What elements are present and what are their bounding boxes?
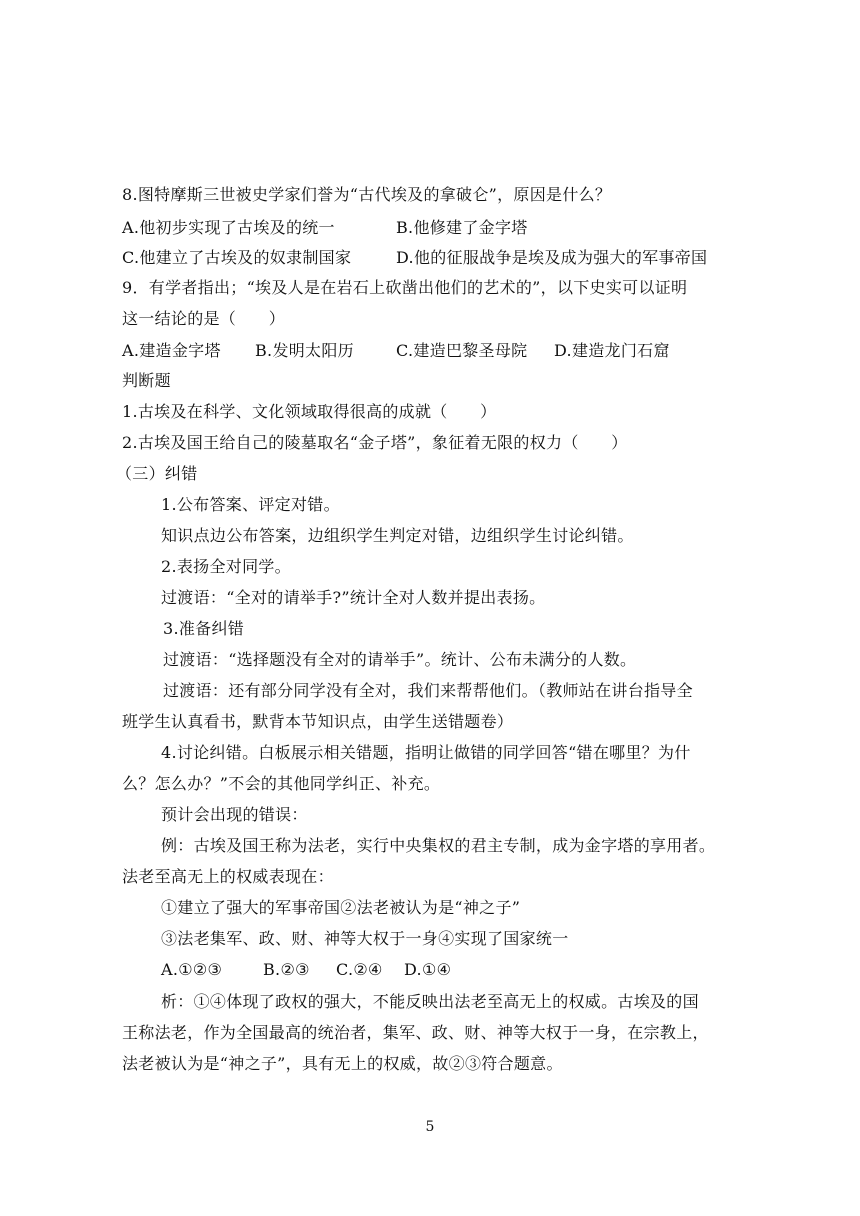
q9-option-a: A.建造金字塔 (122, 341, 221, 360)
correction-step3: 3.准备纠错 (163, 619, 245, 638)
correction-step4-line2: 么？怎么办？”不会的其他同学纠正、补充。 (122, 774, 441, 793)
correction-step4-line1: 4.讨论纠错。白板展示相关错题，指明让做错的同学回答“错在哪里？为什 (161, 743, 691, 762)
example-line2: 法老至高无上的权威表现在： (122, 867, 334, 886)
example-line1: 例：古埃及国王称为法老，实行中央集权的君主专制，成为金字塔的享用者。 (161, 836, 716, 855)
analysis-line1: 析：①④体现了政权的强大，不能反映出法老至高无上的权威。古埃及的国 (161, 992, 699, 1011)
correction-step2-detail: 过渡语：“全对的请举手?”统计全对人数并提出表扬。 (161, 588, 546, 607)
correction-step3-detail2-line1: 过渡语：还有部分同学没有全对，我们来帮帮他们。（教师站在讲台指导全 (163, 681, 693, 700)
correction-step1-detail: 知识点边公布答案，边组织学生判定对错，边组织学生讨论纠错。 (161, 526, 634, 545)
q8-option-d: D.他的征服战争是埃及成为强大的军事帝国 (396, 248, 708, 267)
q9-option-b: B.发明太阳历 (255, 341, 354, 360)
page-number: 5 (425, 1119, 435, 1135)
q9-stem-line1: 9．有学者指出；“埃及人是在岩石上砍凿出他们的艺术的”，以下史实可以证明 (122, 278, 688, 297)
example-choices-line2: ③法老集军、政、财、神等大权于一身④实现了国家统一 (161, 929, 569, 948)
example-choices-line1: ①建立了强大的军事帝国②法老被认为是“神之子” (161, 898, 521, 917)
q8-stem: 8.图特摩斯三世被史学家们誉为“古代埃及的拿破仑”，原因是什么？ (122, 185, 612, 204)
q8-option-b: B.他修建了金字塔 (396, 218, 528, 237)
example-option-a: A.①②③ (161, 960, 223, 979)
analysis-line2: 王称法老，作为全国最高的统治者，集军、政、财、神等大权于一身，在宗教上， (122, 1023, 709, 1042)
q8-option-a: A.他初步实现了古埃及的统一 (122, 218, 335, 237)
correction-step2: 2.表扬全对同学。 (161, 557, 291, 576)
correction-step3-detail2-line2: 班学生认真看书，默背本节知识点，由学生送错题卷） (122, 712, 514, 731)
q9-option-d: D.建造龙门石窟 (554, 341, 670, 360)
q9-stem-line2: 这一结论的是（ ） (122, 309, 286, 328)
correction-step1: 1.公布答案、评定对错。 (161, 495, 340, 514)
judge-item-2: 2.古埃及国王给自己的陵墓取名“金子塔”，象征着无限的权力（ ） (122, 433, 628, 452)
judge-item-1: 1.古埃及在科学、文化领域取得很高的成就（ ） (122, 402, 497, 421)
example-option-d: D.①④ (404, 960, 452, 979)
correction-step3-detail1: 过渡语：“选择题没有全对的请举手”。统计、公布未满分的人数。 (163, 650, 637, 669)
example-option-b: B.②③ (263, 960, 310, 979)
q8-option-c: C.他建立了古埃及的奴隶制国家 (122, 248, 352, 267)
expected-errors-label: 预计会出现的错误： (161, 805, 308, 824)
correction-heading: （三）纠错 (116, 464, 198, 483)
example-option-c: C.②④ (336, 960, 383, 979)
analysis-line3: 法老被认为是“神之子”，具有无上的权威，故②③符合题意。 (122, 1054, 563, 1073)
judge-heading: 判断题 (122, 371, 171, 390)
q9-option-c: C.建造巴黎圣母院 (396, 341, 528, 360)
